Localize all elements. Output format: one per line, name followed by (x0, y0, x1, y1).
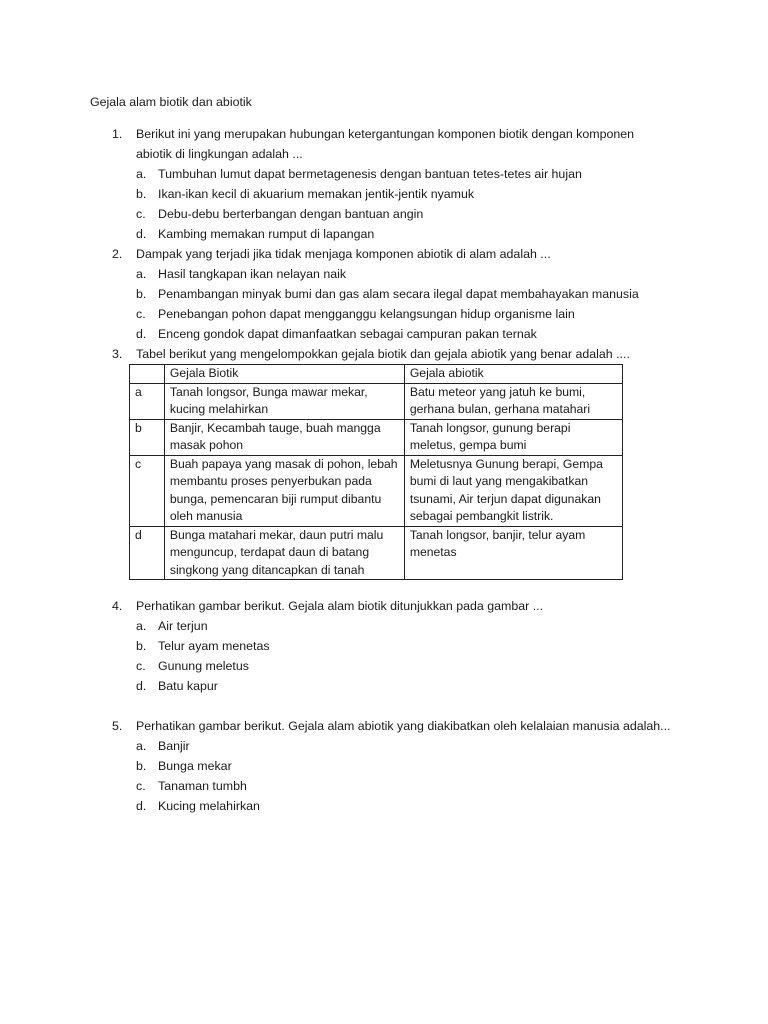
table-cell-abiotik: Meletusnya Gunung berapi, Gempa bumi di laut yang mengakibatkan tsunami, Air terjun dapat digunakan sebagai pembangkit listrik. (404, 455, 622, 526)
option-b: b. Ikan-ikan kecil di akuarium memakan jentik-jentik nyamuk (136, 187, 475, 201)
question-number: 4. (112, 599, 123, 613)
table-cell-label: c (130, 455, 165, 526)
question-number: 3. (112, 347, 123, 361)
option-d: d. Kambing memakan rumput di lapangan (136, 227, 375, 241)
question-3 (112, 344, 672, 364)
table-header-cell: Gejala abiotik (404, 365, 622, 384)
table-header-row (130, 365, 623, 384)
table-row (130, 526, 623, 580)
question-1 (112, 124, 672, 244)
table-header-cell: Gejala Biotik (164, 365, 404, 384)
question-text: Perhatikan gambar berikut. Gejala alam abiotik yang diakibatkan oleh kelalaian manusia adalah... (136, 719, 671, 733)
table-cell-biotik: Buah papaya yang masak di pohon, lebah membantu proses penyerbukan pada bunga, pemencaran biji rumput dibantu oleh manusia (164, 455, 404, 526)
table-cell-abiotik: Batu meteor yang jatuh ke bumi, gerhana bulan, gerhana matahari (404, 383, 622, 419)
option-b: b. Telur ayam menetas (136, 639, 270, 653)
table-cell-biotik: Tanah longsor, Bunga mawar mekar, kucing melahirkan (164, 383, 404, 419)
table-header-cell (130, 365, 165, 384)
biotik-abiotik-table (129, 364, 623, 580)
option-a: a. Air terjun (136, 619, 208, 633)
option-d: d. Kucing melahirkan (136, 799, 260, 813)
document-title: Gejala alam biotik dan abiotik (90, 95, 252, 109)
option-c: c. Gunung meletus (136, 659, 249, 673)
option-b: b. Penambangan minyak bumi dan gas alam secara ilegal dapat membahayakan manusia (136, 287, 639, 301)
option-a: a. Tumbuhan lumut dapat bermetagenesis dengan bantuan tetes-tetes air hujan (136, 167, 582, 181)
table-row (130, 383, 623, 419)
options-list (136, 264, 672, 344)
option-c: c. Debu-debu berterbangan dengan bantuan angin (136, 207, 424, 221)
question-5 (112, 716, 672, 816)
option-d: d. Enceng gondok dapat dimanfaatkan sebagai campuran pakan ternak (136, 327, 537, 341)
option-b: b. Bunga mekar (136, 759, 232, 773)
question-2 (112, 244, 672, 344)
table-cell-biotik: Bunga matahari mekar, daun putri malu menguncup, terdapat daun di batang singkong yang ditancapkan di tanah (164, 526, 404, 580)
question-number: 5. (112, 719, 123, 733)
options-list (136, 736, 672, 816)
table-cell-label: b (130, 419, 165, 455)
options-list (136, 164, 672, 244)
table-cell-abiotik: Tanah longsor, banjir, telur ayam menetas (404, 526, 622, 580)
option-a: a. Banjir (136, 739, 190, 753)
question-4 (112, 596, 672, 696)
options-list (136, 616, 672, 696)
option-c: c. Tanaman tumbh (136, 779, 247, 793)
question-number: 1. (112, 127, 123, 141)
option-c: c. Penebangan pohon dapat mengganggu kelangsungan hidup organisme lain (136, 307, 575, 321)
table-row (130, 455, 623, 526)
table-row (130, 419, 623, 455)
question-number: 2. (112, 247, 123, 261)
question-text: Dampak yang terjadi jika tidak menjaga komponen abiotik di alam adalah ... (136, 247, 551, 261)
question-text: Berikut ini yang merupakan hubungan ketergantungan komponen biotik dengan komponen abiotik di lingkungan adalah ... (136, 127, 635, 161)
question-text: Perhatikan gambar berikut. Gejala alam biotik ditunjukkan pada gambar ... (136, 599, 544, 613)
question-text: Tabel berikut yang mengelompokkan gejala biotik dan gejala abiotik yang benar adalah .... (136, 347, 630, 361)
table-cell-biotik: Banjir, Kecambah tauge, buah mangga masak pohon (164, 419, 404, 455)
option-a: a. Hasil tangkapan ikan nelayan naik (136, 267, 347, 281)
option-d: d. Batu kapur (136, 679, 218, 693)
table-cell-label: d (130, 526, 165, 580)
table-cell-abiotik: Tanah longsor, gunung berapi meletus, gempa bumi (404, 419, 622, 455)
table-cell-label: a (130, 383, 165, 419)
